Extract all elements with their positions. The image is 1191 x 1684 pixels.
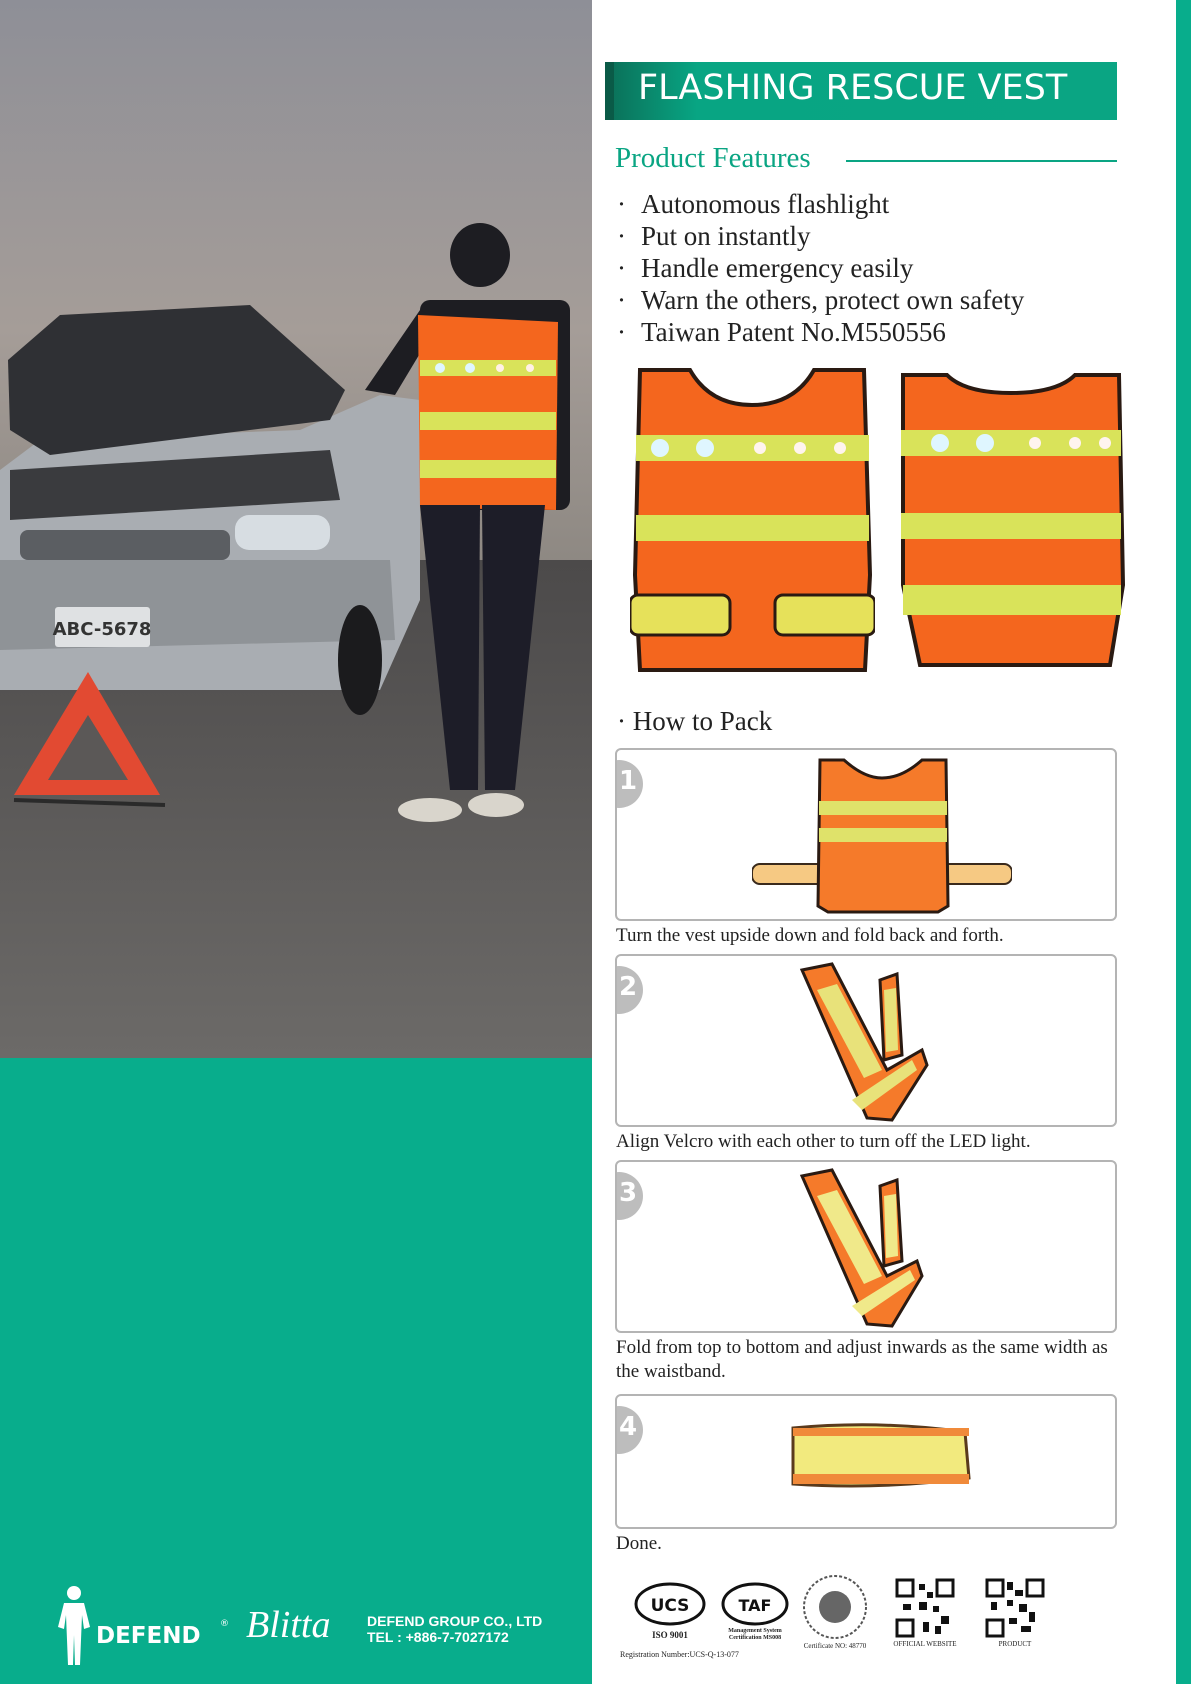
feature-item (617, 284, 1024, 316)
title-bar (605, 62, 1117, 120)
vest-front-image (630, 365, 875, 680)
step-1-caption: Turn the vest upside down and fold back and forth. (616, 925, 1004, 946)
pack-step-3 (615, 1160, 1117, 1333)
bullet: · (617, 253, 626, 283)
features-divider (846, 160, 1117, 162)
taf-cert (715, 1582, 795, 1642)
vest-back-image (895, 365, 1127, 680)
bullet: · (617, 285, 626, 315)
ucs-cert (630, 1582, 710, 1640)
ucs-logo-icon (634, 1582, 706, 1626)
step-number-badge (615, 1172, 643, 1220)
right-accent-strip (1176, 0, 1191, 1684)
license-plate: ABC-5678 (52, 619, 152, 640)
step-2-caption: Align Velcro with each other to turn off the LED light. (616, 1131, 1031, 1152)
bullet: · (617, 221, 626, 251)
step-number-badge (615, 1406, 643, 1454)
qr-code-icon (895, 1578, 955, 1638)
product-qr[interactable] (975, 1578, 1055, 1648)
company-info (367, 1613, 542, 1645)
step-number-badge (615, 760, 643, 808)
pack-step-4 (615, 1394, 1117, 1529)
pack-step-2 (615, 954, 1117, 1127)
company-tel: TEL : +886-7-7027172 (367, 1629, 509, 1645)
qr-code-icon (985, 1578, 1045, 1638)
official-website-qr[interactable] (885, 1578, 965, 1648)
feature-text: Handle emergency easily (641, 253, 914, 283)
step-number: 3 (619, 1178, 638, 1208)
step-4-illustration (785, 1418, 975, 1498)
product-label: PRODUCT (998, 1640, 1032, 1648)
step-4-caption: Done. (616, 1533, 662, 1554)
ucs-logo-text: UCS (650, 1596, 690, 1616)
features-list (617, 188, 1024, 348)
feature-item (617, 188, 1024, 220)
step-number: 2 (619, 972, 638, 1002)
brand-litta: Blitta (246, 1604, 331, 1646)
step-number: 4 (619, 1412, 638, 1442)
certificate-number: Certificate NO: 48770 (803, 1642, 867, 1650)
feature-item (617, 316, 1024, 348)
step-3-caption: Fold from top to bottom and adjust inwards as the same width as the waistband. (616, 1337, 1108, 1382)
brand-defend: DEFEND (96, 1623, 201, 1649)
how-to-pack-heading: · How to Pack (617, 706, 773, 736)
taf-logo-text: TAF (738, 1596, 772, 1615)
registration-number: Registration Number:UCS-Q-13-077 (620, 1650, 739, 1659)
bullet: · (617, 189, 626, 219)
feature-text: Autonomous flashlight (641, 189, 890, 219)
hero-photo (0, 0, 592, 1058)
feature-item (617, 220, 1024, 252)
step-1-illustration (752, 756, 1012, 916)
iso-label: ISO 9001 (652, 1630, 688, 1640)
features-heading: Product Features (615, 142, 811, 174)
step-2-illustration (792, 960, 932, 1124)
official-website-label: OFFICIAL WEBSITE (893, 1640, 957, 1648)
certifications-row (620, 1574, 1110, 1670)
step-number: 1 (619, 766, 638, 796)
feature-text: Warn the others, protect own safety (641, 285, 1025, 315)
bullet: · (617, 317, 626, 347)
taf-logo-icon (721, 1582, 789, 1626)
management-label: Management System Certification MS008 (728, 1628, 782, 1641)
feature-item (617, 252, 1024, 284)
step-number-badge (615, 966, 643, 1014)
pack-step-1 (615, 748, 1117, 921)
feature-text: Put on instantly (641, 221, 811, 251)
certificate-seal (795, 1574, 875, 1650)
company-name: DEFEND GROUP CO., LTD (367, 1613, 543, 1629)
feature-text: Taiwan Patent No.M550556 (641, 317, 946, 347)
certification-seal-icon (802, 1574, 868, 1640)
brand-registered-mark: ® (220, 1619, 229, 1629)
step-3-illustration (792, 1166, 932, 1330)
footer-brand (56, 1585, 576, 1665)
page-title: FLASHING RESCUE VEST (638, 68, 1068, 108)
defend-logo-figure-icon (56, 1585, 92, 1665)
title-bar-edge (605, 62, 614, 120)
